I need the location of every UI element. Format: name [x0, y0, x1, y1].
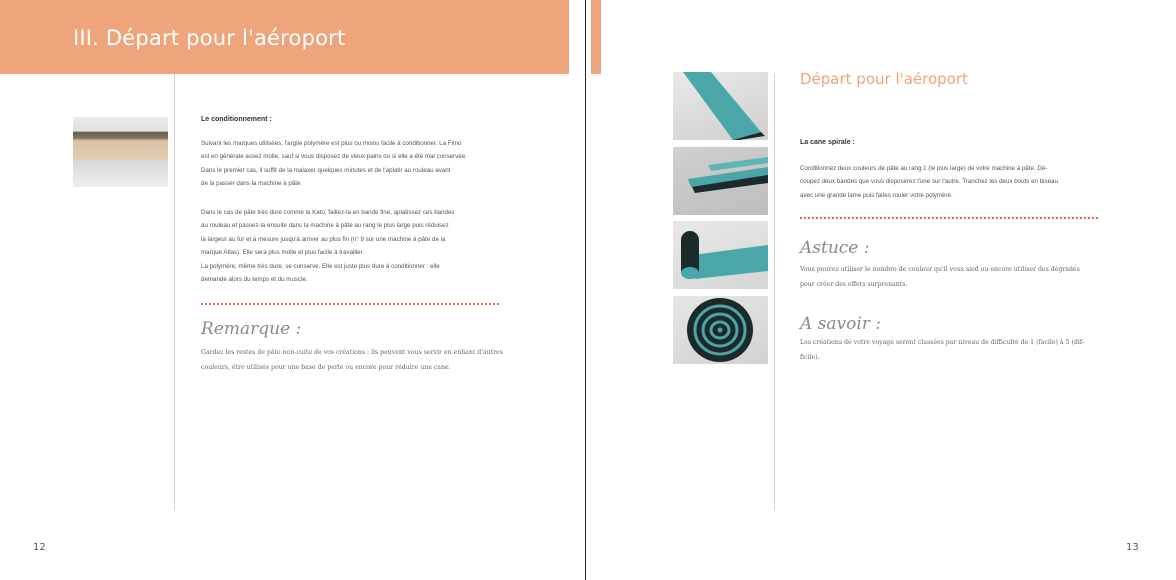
text-line: demande alors du temps et du muscle. — [201, 276, 308, 284]
left-page — [0, 0, 585, 580]
text-line: la largeur au fur et à mesure jusqu'à arriver au plus fin (n° 9 sur une machine à pâte de la — [201, 235, 446, 243]
page-number-right: 13 — [1126, 542, 1139, 553]
subheading-cane-spirale: La cane spirale : — [800, 139, 855, 146]
text-line: Les créations de votre voyage seront classées par niveau de difficulté de 1 (facile) à 5 (dif- — [800, 339, 1084, 346]
paragraph-cane — [800, 162, 1100, 202]
header-tab — [591, 0, 601, 74]
text-line: avec une grande lame puis faites rouler votre polymère. — [800, 191, 953, 199]
text-line: pour créer des effets surprenants. — [800, 281, 908, 288]
tip-title: Astuce : — [800, 238, 870, 258]
remark-title: Remarque : — [201, 319, 302, 339]
chapter-header — [0, 0, 569, 74]
teal-strip-photo — [673, 72, 768, 140]
column-divider — [174, 74, 175, 510]
chapter-title: III. Départ pour l'aéroport — [73, 26, 346, 50]
text-line: couleurs, être utilisés pour une base de perle ou encore pour réduire une cane. — [201, 364, 451, 371]
text-line: est en générale assez molle, sauf si vous disposez de vieux pains ou si elle a été mal conservée. — [201, 153, 467, 161]
page-title: Départ pour l'aéroport — [800, 70, 968, 88]
text-line: Suivant les marques utilisées, l'argile polymère est plus ou moins facile à conditionner. La Fimo — [201, 140, 462, 147]
text-line: ficile). — [800, 354, 820, 361]
paragraph-1 — [201, 137, 501, 191]
text-line: La polymère, même très dure, se conserve. Elle est juste plus dure à conditionner : elle — [201, 262, 440, 270]
tip-text — [800, 262, 1110, 292]
rolling-cane-photo — [673, 221, 768, 289]
clay-roller-photo — [73, 117, 168, 187]
text-line: marque Atlas). Elle sera plus molle et plus facile à travailler. — [201, 249, 365, 257]
subheading-conditionnement: Le conditionnement : — [201, 116, 272, 123]
spiral-cane-photo — [673, 296, 768, 364]
text-line: Dans le cas de pâte très dure comme la Kato, faillez-la en bande fine, aplatissez ces bandes — [201, 209, 455, 216]
text-line: Gardez les restes de pâte non-cuite de vos créations : ils peuvent vous servir en enliant d'autres — [201, 349, 503, 356]
dotted-separator — [201, 303, 499, 305]
dotted-separator-right — [800, 217, 1098, 219]
stacked-strips-photo — [673, 147, 768, 215]
column-divider-right — [774, 74, 775, 510]
know-title: A savoir : — [800, 314, 882, 334]
text-line: Dans le premier cas, il suffit de la malaxer quelques minutes et de l'aplatir au rouleau avant — [201, 166, 451, 174]
text-line: Conditionnez deux couleurs de pâte au rang 1 (le plus large) de votre machine à pâte. Dé- — [800, 165, 1048, 172]
text-line: au rouleau et passez-la ensuite dans la machine à pâte au rang le plus large puis réduisez — [201, 222, 449, 230]
right-page — [586, 0, 1176, 580]
paragraph-2 — [201, 206, 501, 286]
page-number-left: 12 — [33, 542, 46, 553]
remark-text — [201, 345, 511, 375]
know-text — [800, 335, 1110, 365]
text-line: de la passer dans la machine à pâte. — [201, 180, 303, 188]
text-line: Vous pouvez utiliser le nombre de couleur qu'il vous sied ou encore utiliser des dégradés — [800, 266, 1080, 273]
text-line: coupez deux bandes que vous disposerez l'une sur l'autre. Tranchez les deux bouts en biseau — [800, 178, 1058, 186]
